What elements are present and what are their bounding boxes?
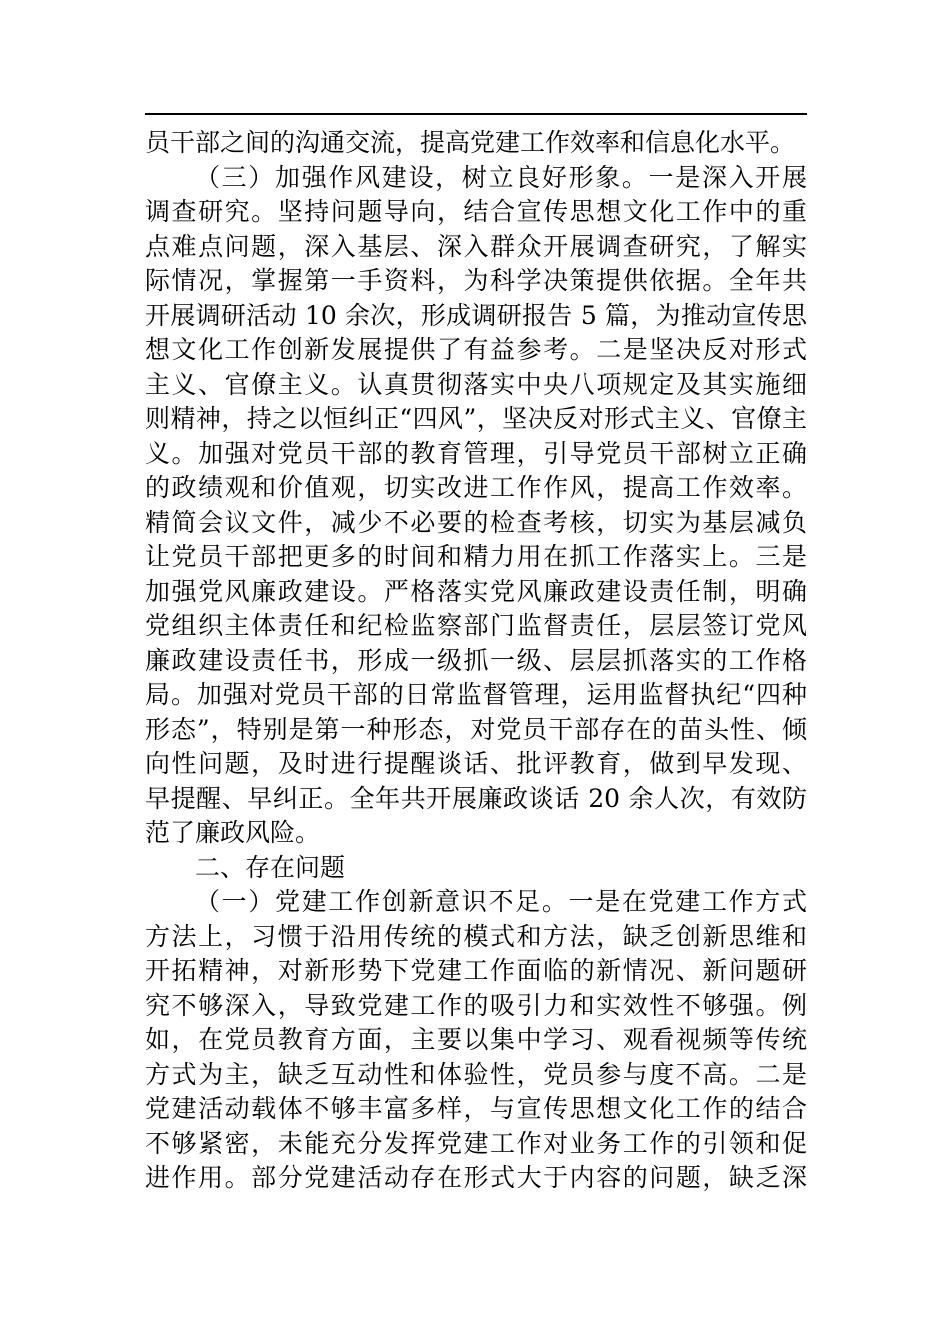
text-line: 想文化工作创新发展提供了有益参考。二是坚决反对形式 — [145, 335, 807, 364]
body-text — [145, 126, 807, 1196]
text-line: 际情况，掌握第一手资料，为科学决策提供依据。全年共 — [145, 266, 807, 295]
text-line: 二、存在问题 — [195, 852, 346, 882]
text-line: 点难点问题，深入基层、深入群众开展调查研究，了解实 — [145, 231, 807, 261]
text-line: 开拓精神，对新形势下党建工作面临的新情况、新问题研 — [145, 956, 807, 985]
text-line: 范了廉政风险。 — [145, 818, 321, 847]
text-line: （三）加强作风建设，树立良好形象。一是深入开展 — [195, 162, 807, 192]
text-line: 向性问题，及时进行提醒谈话、批评教育，做到早发现、 — [145, 749, 807, 778]
text-line: 如，在党员教育方面，主要以集中学习、观看视频等传统 — [145, 1025, 807, 1054]
text-line: 则精神，持之以恒纠正“四风”，坚决反对形式主义、官僚主 — [145, 404, 807, 433]
text-line: 的政绩观和价值观，切实改进工作作风，提高工作效率。 — [145, 473, 807, 502]
text-line: 精简会议文件，减少不必要的检查考核，切实为基层减负 — [145, 507, 807, 537]
text-line: 究不够深入，导致党建工作的吸引力和实效性不够强。例 — [145, 990, 807, 1020]
header-rule — [145, 113, 807, 115]
text-line: 加强党风廉政建设。严格落实党风廉政建设责任制，明确 — [145, 576, 807, 606]
text-line: 让党员干部把更多的时间和精力用在抓工作落实上。三是 — [145, 542, 807, 571]
text-line: 党组织主体责任和纪检监察部门监督责任，层层签订党风 — [145, 611, 807, 640]
text-line: 主义、官僚主义。认真贯彻落实中央八项规定及其实施细 — [145, 369, 807, 399]
text-line: 方式为主，缺乏互动性和体验性，党员参与度不高。二是 — [145, 1059, 807, 1089]
text-line: 早提醒、早纠正。全年共开展廉政谈话 20 余人次，有效防 — [145, 783, 807, 813]
text-line: 调查研究。坚持问题导向，结合宣传思想文化工作中的重 — [145, 197, 807, 226]
text-line: 廉政建设责任书，形成一级抓一级、层层抓落实的工作格 — [145, 645, 807, 675]
text-line: 党建活动载体不够丰富多样，与宣传思想文化工作的结合 — [145, 1094, 807, 1123]
text-line: 形态”，特别是第一种形态，对党员干部存在的苗头性、倾 — [145, 714, 807, 744]
text-line: 方法上，习惯于沿用传统的模式和方法，缺乏创新思维和 — [145, 921, 807, 951]
text-line: 进作用。部分党建活动存在形式大于内容的问题，缺乏深 — [145, 1163, 807, 1192]
text-line: 局。加强对党员干部的日常监督管理，运用监督执纪“四种 — [145, 680, 807, 709]
text-line: （一）党建工作创新意识不足。一是在党建工作方式 — [195, 887, 807, 916]
text-line: 不够紧密，未能充分发挥党建工作对业务工作的引领和促 — [145, 1128, 807, 1158]
text-line: 开展调研活动 10 余次，形成调研报告 5 篇，为推动宣传思 — [145, 300, 807, 330]
text-line: 员干部之间的沟通交流，提高党建工作效率和信息化水平。 — [145, 128, 796, 157]
text-line: 义。加强对党员干部的教育管理，引导党员干部树立正确 — [145, 438, 807, 468]
